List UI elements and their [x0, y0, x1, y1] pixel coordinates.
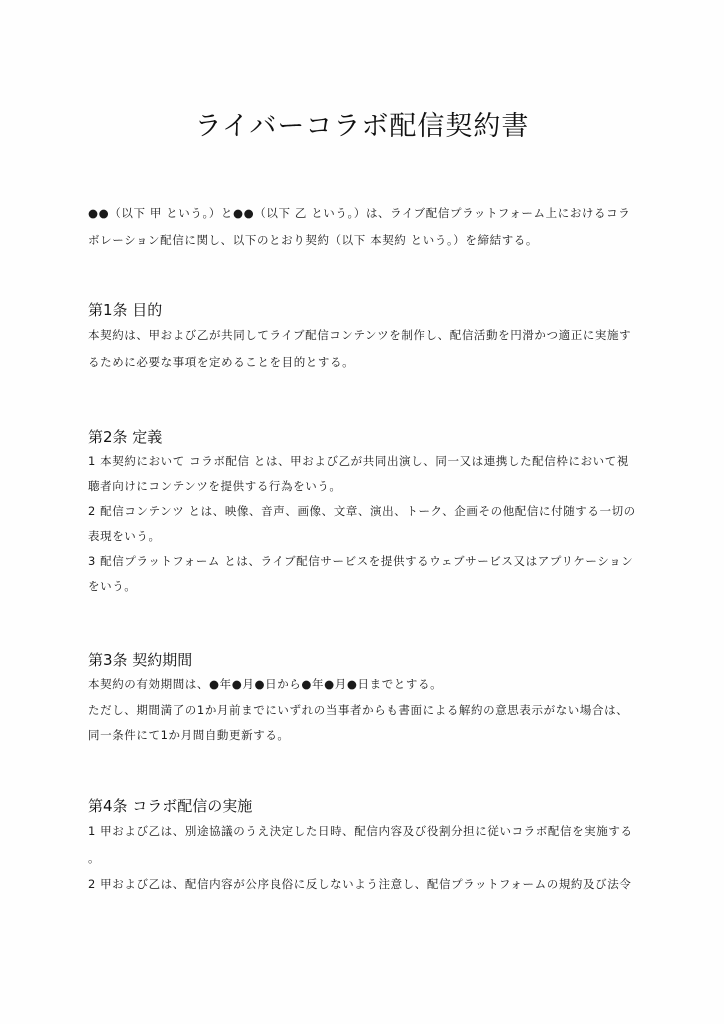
document-title: ライバーコラボ配信契約書 — [194, 111, 530, 142]
article-line: 表現をいう。 — [88, 529, 161, 543]
article-1 — [88, 298, 648, 375]
article-2 — [88, 425, 648, 599]
preamble-line: ボレーション配信に関し、以下のとおり契約（以下 本契約 という。）を締結する。 — [88, 232, 538, 247]
article-4 — [88, 794, 648, 898]
article-line: 2 甲および乙は、配信内容が公序良俗に反しないよう注意し、配信プラットフォームの規約及び法令 — [88, 877, 632, 891]
article-line: 1 甲および乙は、別途協議のうえ決定した日時、配信内容及び役割分担に従いコラボ配信を実施する — [88, 824, 633, 838]
article-heading: 第1条 目的 — [88, 301, 163, 319]
article-heading: 第3条 契約期間 — [88, 651, 193, 669]
article-line: 本契約は、甲および乙が共同してライブ配信コンテンツを制作し、配信活動を円滑かつ適正に実施す — [88, 328, 632, 342]
article-line: 聴者向けにコンテンツを提供する行為をいう。 — [88, 479, 342, 493]
article-line: るために必要な事項を定めることを目的とする。 — [88, 354, 355, 369]
article-line: 3 配信プラットフォーム とは、ライブ配信サービスを提供するウェブサービス又はアプリケーション — [88, 554, 634, 568]
article-line: 同一条件にて1か月間自動更新する。 — [88, 728, 290, 742]
article-line: 本契約の有効期間は、●年●月●日から●年●月●日までとする。 — [88, 677, 443, 691]
article-heading: 第2条 定義 — [88, 428, 163, 446]
article-3 — [88, 648, 648, 749]
article-heading: 第4条 コラボ配信の実施 — [88, 797, 253, 815]
preamble-line: ●●（以下 甲 という。）と●●（以下 乙 という。）は、ライブ配信プラットフォーム上におけるコラ — [88, 206, 631, 220]
article-line: 。 — [88, 850, 101, 865]
article-line: をいう。 — [88, 579, 137, 593]
article-line: 1 本契約において コラボ配信 とは、甲および乙が共同出演し、同一又は連携した配信枠において視 — [88, 454, 629, 468]
preamble — [88, 200, 648, 253]
article-line: 2 配信コンテンツ とは、映像、音声、画像、文章、演出、トーク、企画その他配信に付随する一切の — [88, 504, 636, 518]
article-line: ただし、期間満了の1か月前までにいずれの当事者からも書面による解約の意思表示がない場合は、 — [88, 702, 629, 717]
